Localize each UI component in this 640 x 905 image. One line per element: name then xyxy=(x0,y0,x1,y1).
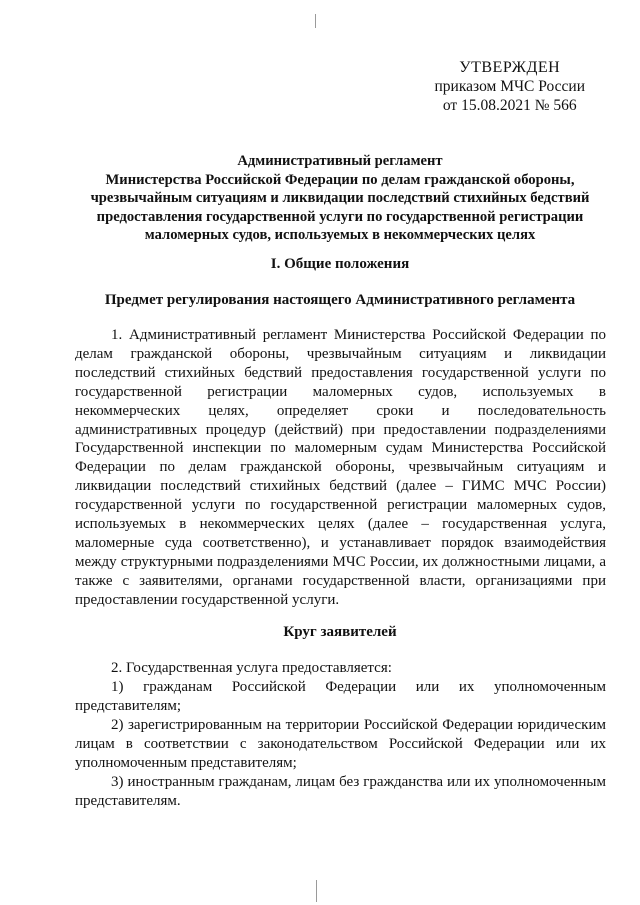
document-title xyxy=(70,152,610,245)
subheading-applicants: Круг заявителей xyxy=(283,624,397,640)
section-heading-general: I. Общие положения xyxy=(270,256,410,272)
subheading-subject: Предмет регулирования настоящего Административного регламента xyxy=(104,292,576,308)
title-line-5: маломерных судов, используемых в некоммерческих целях xyxy=(144,227,536,244)
approval-block xyxy=(435,58,585,115)
title-line-3: чрезвычайным ситуациям и ликвидации последствий стихийных бедствий xyxy=(90,190,590,207)
list-item-2: 2) зарегистрированным на территории Российской Федерации юридическим лицам в соответствии с законодательством Российской Федерации или их уполномоченным представителям; xyxy=(75,717,606,771)
approval-date: от 15.08.2021 № 566 xyxy=(442,97,577,114)
scan-artifact-bottom xyxy=(316,880,317,902)
approval-stamp: УТВЕРЖДЕН xyxy=(459,59,561,76)
title-line-4: предоставления государственной услуги по государственной регистрации xyxy=(96,208,584,225)
scan-artifact-top xyxy=(315,14,316,28)
paragraph-1: 1. Административный регламент Министерства Российской Федерации по делам гражданской обороны, чрезвычайным ситуациям и ликвидации последствий стихийных бедствий предоставления государственной услуги по государственной регистрации маломерных судов, используемых в некоммерческих целях, определяет сроки и последовательность административных процедур (действий) при предоставлении подразделениями Государственной инспекции по маломерным судам Министерства Российской Федерации по делам гражданской обороны, чрезвычайным ситуациям и ликвидации последствий стихийных бедствий (далее – ГИМС МЧС России) государственной услуги по государственной регистрации маломерных судов, используемых в некоммерческих целях (далее – государственная услуга, маломерные суда соответственно), и устанавливает порядок взаимодействия между структурными подразделениями МЧС России, их должностными лицами, а также с заявителями, органами государственной власти, организациями при предоставлении государственной услуги. xyxy=(75,327,606,608)
title-line-2: Министерства Российской Федерации по делам гражданской обороны, xyxy=(105,171,575,188)
paragraph-2: 2. Государственная услуга предоставляется: xyxy=(111,660,392,676)
approval-order: приказом МЧС России xyxy=(434,78,585,95)
list-item-3: 3) иностранным гражданам, лицам без гражданства или их уполномоченным представителям. xyxy=(75,774,606,809)
title-line-1: Административный регламент xyxy=(237,153,443,169)
list-item-1: 1) гражданам Российской Федерации или их уполномоченным представителям; xyxy=(75,679,606,714)
